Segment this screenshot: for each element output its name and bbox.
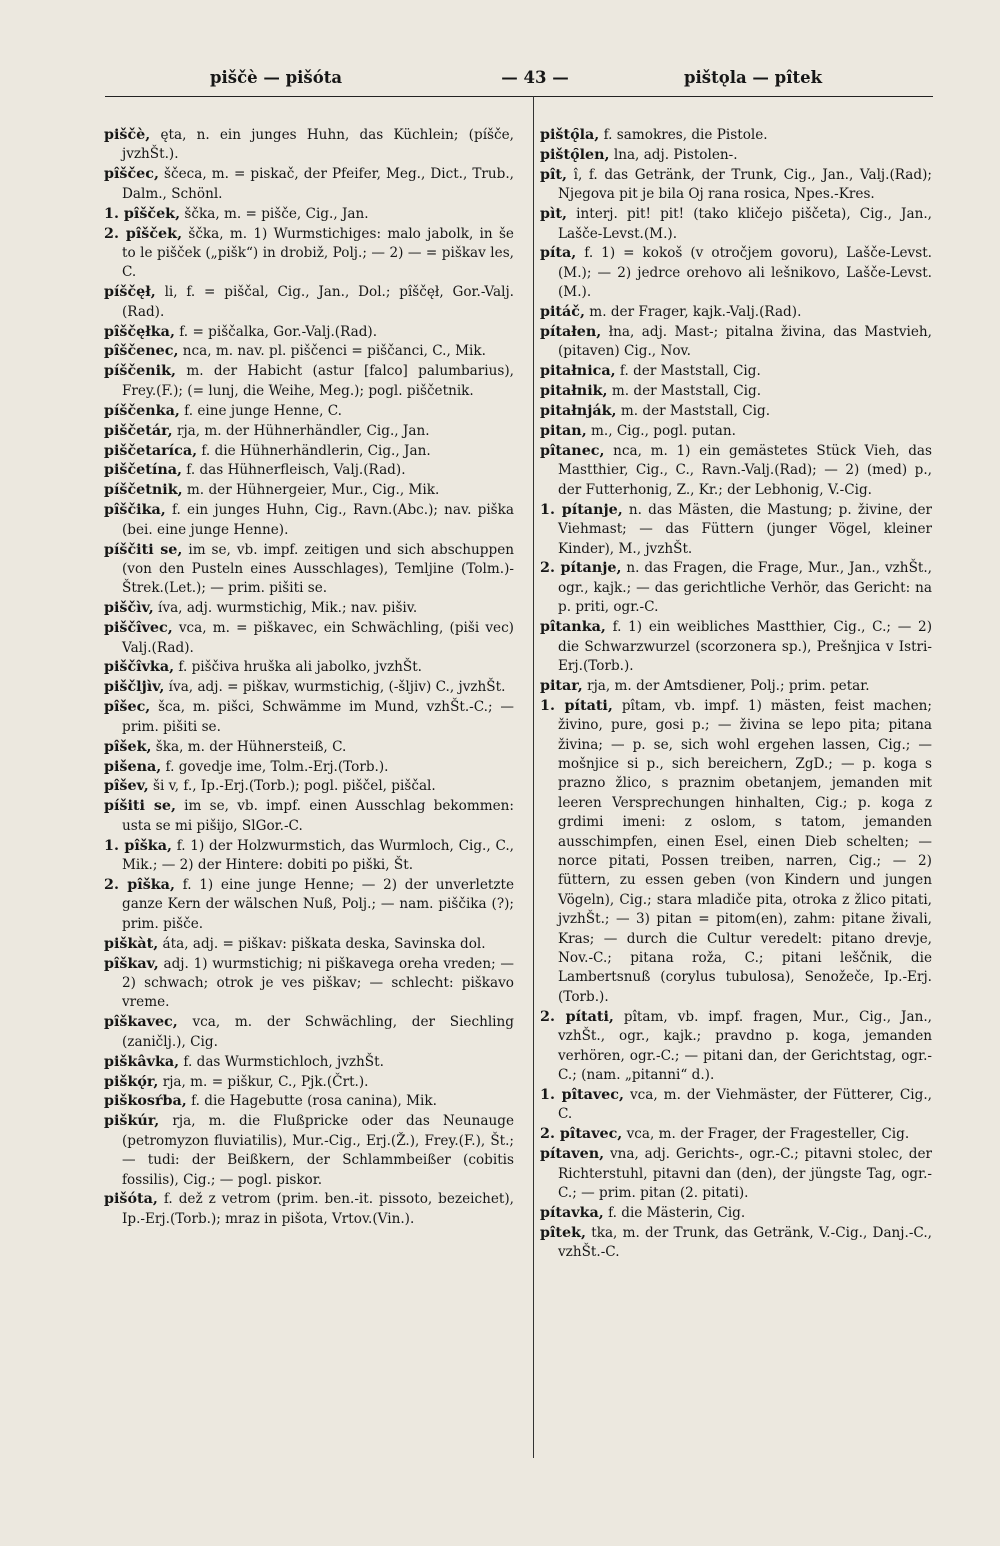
entry-definition: f. 1) eine junge Henne; — 2) der unverletzte ganze Kern der wälschen Nuß, Polj.; — nam. piščika (?); prim. pišče. bbox=[122, 876, 514, 932]
dictionary-entry bbox=[104, 935, 514, 954]
entry-headword: pítavka, bbox=[540, 1204, 604, 1221]
entry-headword: pîšev, bbox=[104, 778, 149, 795]
entry-headword: piškǫ́r, bbox=[104, 1073, 159, 1090]
entry-headword: pištǫ̑len, bbox=[540, 146, 610, 163]
dictionary-entry bbox=[540, 323, 932, 362]
entry-definition: nca, m. 1) ein gemästetes Stück Vieh, das Mastthier, Cig., C., Ravn.-Valj.(Rad); — 2) (med) p., der Futterhonig, Z., Kr.; der Lebhonig, V.-Cig. bbox=[558, 443, 932, 498]
dictionary-entry bbox=[104, 1112, 514, 1190]
dictionary-entry bbox=[540, 166, 932, 205]
dictionary-entry bbox=[104, 797, 514, 836]
entry-definition: ščka, m. = pišče, Cig., Jan. bbox=[180, 205, 369, 222]
header-left-guide-words: piščè — pišóta bbox=[210, 68, 343, 87]
dictionary-entry bbox=[540, 422, 932, 441]
entry-definition: rja, m. der Hühnerhändler, Cig., Jan. bbox=[172, 422, 430, 439]
entry-headword: pîščęłka, bbox=[104, 323, 175, 340]
entry-headword: pitałnica, bbox=[540, 363, 616, 380]
entry-definition: adj. 1) wurmstichig; ni piškavega oreha vreden; — 2) schwach; otrok je ves piškav; — schlecht: piškavo vreme. bbox=[122, 955, 514, 1011]
dictionary-entry bbox=[540, 697, 932, 1008]
entry-definition: f. das Wurmstichloch, jvzhŠt. bbox=[179, 1053, 384, 1070]
entry-definition: m., Cig., pogl. putan. bbox=[586, 423, 736, 440]
entry-headword: piščljìv, bbox=[104, 679, 165, 696]
entry-headword: pištǫ̑la, bbox=[540, 127, 600, 143]
entry-definition: f. 1) = kokoš (v otročjem govoru), Lašče-Levst.(M.); — 2) jedrce orehovo ali lešnikovo, Lašče-Levst.(M.). bbox=[558, 245, 932, 301]
entry-headword: pìt, bbox=[540, 206, 568, 223]
header-rule bbox=[105, 96, 933, 97]
entry-headword: píšiti se, bbox=[104, 798, 176, 815]
entry-definition: vca, m. = piškavec, ein Schwächling, (piši vec) Valj.(Rad). bbox=[122, 620, 514, 656]
entry-headword: pítałen, bbox=[540, 324, 602, 341]
entry-definition: n. das Fragen, die Frage, Mur., Jan., vzhŠt., ogr., kajk.; — das gerichtliche Verhör, das Gericht: na p. priti, ogr.-C. bbox=[558, 560, 932, 616]
page-number: — 43 — bbox=[501, 68, 569, 87]
dictionary-entry bbox=[540, 1086, 932, 1125]
entry-definition: m. der Maststall, Cig. bbox=[616, 403, 771, 420]
entry-headword: piščè, bbox=[104, 127, 151, 143]
entry-definition: ši v, f., Ip.-Erj.(Torb.); pogl. piščel, piščal. bbox=[148, 778, 436, 795]
entry-headword: 2. pítati, bbox=[540, 1008, 614, 1025]
entry-headword: pîškav, bbox=[104, 955, 159, 972]
entry-headword: 1. pîška, bbox=[104, 837, 172, 854]
entry-definition: rja, m. der Amtsdiener, Polj.; prim. petar. bbox=[582, 677, 870, 694]
dictionary-entry bbox=[540, 1204, 932, 1223]
dictionary-entry bbox=[540, 501, 932, 559]
dictionary-entry bbox=[540, 146, 932, 165]
entry-headword: piškúr, bbox=[104, 1113, 160, 1130]
entry-definition: lna, adj. Pistolen-. bbox=[609, 146, 738, 163]
entry-headword: pîščec, bbox=[104, 166, 159, 183]
entry-definition: áta, adj. = piškav: piškata deska, Savinska dol. bbox=[158, 935, 486, 952]
entry-headword: piščetína, bbox=[104, 462, 182, 479]
dictionary-entry bbox=[104, 1073, 514, 1092]
dictionary-entry bbox=[104, 362, 514, 401]
dictionary-entry bbox=[540, 382, 932, 401]
dictionary-entry bbox=[540, 205, 932, 244]
entry-headword: pitałnik, bbox=[540, 383, 608, 400]
entry-definition: ęta, n. ein junges Huhn, das Küchlein; (píšče, jvzhŠt.). bbox=[122, 127, 514, 163]
entry-headword: pîščenec, bbox=[104, 343, 179, 360]
entry-definition: f. = piščalka, Gor.-Valj.(Rad). bbox=[174, 323, 378, 340]
dictionary-entry bbox=[104, 955, 514, 1013]
dictionary-entry bbox=[104, 422, 514, 441]
dictionary-entry bbox=[104, 342, 514, 361]
dictionary-entry bbox=[540, 1145, 932, 1203]
entry-definition: f. der Maststall, Cig. bbox=[615, 363, 761, 380]
entry-headword: pîtanka, bbox=[540, 619, 606, 636]
entry-definition: tka, m. der Trunk, das Getränk, V.-Cig., Danj.-C., vzhŠt.-C. bbox=[558, 1224, 932, 1261]
entry-headword: 1. pîšček, bbox=[104, 205, 181, 222]
entry-definition: î, f. das Getränk, der Trunk, Cig., Jan., Valj.(Rad); Njegova pit je bila Oj rana rosica, Npes.-Kres. bbox=[558, 166, 932, 203]
entry-definition: f. die Hühnerhändlerin, Cig., Jan. bbox=[197, 442, 431, 459]
entry-definition: ščeca, m. = piskač, der Pfeifer, Meg., Dict., Trub., Dalm., Schönl. bbox=[122, 166, 514, 202]
dictionary-entry bbox=[104, 876, 514, 934]
entry-definition: f. samokres, die Pistole. bbox=[599, 127, 768, 143]
entry-headword: pítaven, bbox=[540, 1146, 605, 1163]
entry-headword: píščenka, bbox=[104, 402, 180, 419]
entry-definition: f. 1) der Holzwurmstich, das Wurmloch, Cig., C., Mik.; — 2) der Hintere: dobiti po piški, Št. bbox=[122, 837, 514, 874]
dictionary-entry bbox=[540, 402, 932, 421]
entry-headword: pîškavec, bbox=[104, 1014, 178, 1031]
entry-definition: im se, vb. impf. einen Ausschlag bekommen: usta se mi pišijo, SlGor.-C. bbox=[122, 798, 514, 834]
entry-definition: f. ein junges Huhn, Cig., Ravn.(Abc.); nav. piška (bei. eine junge Henne). bbox=[122, 502, 514, 538]
entry-headword: 1. pítati, bbox=[540, 697, 613, 714]
entry-headword: piščîvec, bbox=[104, 620, 173, 637]
dictionary-entry bbox=[104, 777, 514, 796]
entry-headword: píta, bbox=[540, 245, 577, 262]
entry-definition: f. piščiva hruška ali jabolko, jvzhŠt. bbox=[174, 659, 422, 676]
dictionary-entry bbox=[540, 559, 932, 617]
entry-definition: interj. pit! pit! (tako kličejo piščeta), Cig., Jan., Lašče-Levst.(M.). bbox=[558, 206, 932, 242]
dictionary-entry bbox=[104, 837, 514, 876]
column-divider bbox=[533, 96, 534, 1458]
entry-definition: f. eine junge Henne, C. bbox=[179, 402, 342, 419]
entry-definition: n. das Mästen, die Mastung; p. živine, der Viehmast; — das Füttern (junger Vögel, kleiner Kinder), M., jvzhŠt. bbox=[558, 501, 932, 557]
header-right-guide-words: pištǫla — pîtek bbox=[684, 68, 823, 87]
dictionary-entry bbox=[104, 738, 514, 757]
entry-headword: 2. pîšček, bbox=[104, 225, 183, 242]
dictionary-entry bbox=[104, 1092, 514, 1111]
entry-definition: vna, adj. Gerichts-, ogr.-C.; pitavni stolec, der Richterstuhl, pitavni dan (den), der jüngste Tag, ogr.-C.; — prim. pitan (2. pitati). bbox=[558, 1146, 932, 1201]
entry-headword: pitar, bbox=[540, 677, 583, 694]
dictionary-entry bbox=[104, 442, 514, 461]
entry-definition: rja, m. = piškur, C., Pjk.(Črt.). bbox=[158, 1073, 369, 1090]
entry-headword: piščetaríca, bbox=[104, 442, 198, 459]
entry-headword: piškàt, bbox=[104, 935, 159, 952]
entry-definition: f. dež z vetrom (prim. ben.-it. pissoto, bezeichet), Ip.-Erj.(Torb.); mraz in pišota, Vrtov.(Vin.). bbox=[122, 1191, 514, 1227]
dictionary-entry bbox=[104, 461, 514, 480]
entry-definition: f. die Mästerin, Cig. bbox=[603, 1204, 746, 1221]
entry-headword: 2. pîtavec, bbox=[540, 1126, 623, 1143]
entry-headword: 1. pîtavec, bbox=[540, 1086, 624, 1103]
entry-headword: pîšek, bbox=[104, 738, 152, 755]
entry-definition: f. 1) ein weibliches Mastthier, Cig., C.; — 2) die Schwarzwurzel (scorzonera sp.), Prešnjica v Istri-Erj.(Torb.). bbox=[558, 619, 932, 674]
entry-definition: vca, m. der Viehmäster, der Fütterer, Cig., C. bbox=[558, 1086, 932, 1123]
dictionary-entry bbox=[104, 1013, 514, 1052]
entry-definition: pîtam, vb. impf. fragen, Mur., Cig., Jan., vzhŠt., ogr., kajk.; pravdno p. koga, jemanden verhören, ogr.-C.; — pitani dan, der Gerichtstag, ogr.-C.; (nam. „pitanni“ d.). bbox=[558, 1008, 932, 1083]
entry-headword: píščetnik, bbox=[104, 482, 183, 499]
dictionary-entry bbox=[540, 677, 932, 696]
dictionary-entry bbox=[104, 658, 514, 677]
entry-definition: łna, adj. Mast-; pitalna živina, das Mastvieh, (pitaven) Cig., Nov. bbox=[558, 324, 932, 360]
dictionary-entry bbox=[104, 1053, 514, 1072]
entry-definition: f. das Hühnerfleisch, Valj.(Rad). bbox=[181, 462, 406, 479]
entry-headword: pitáč, bbox=[540, 304, 585, 321]
dictionary-entry bbox=[104, 678, 514, 697]
entry-headword: pîšec, bbox=[104, 699, 151, 716]
dictionary-entry bbox=[540, 244, 932, 302]
entry-headword: piščìv, bbox=[104, 600, 154, 617]
entry-definition: nca, m. nav. pl. piščenci = piščanci, C., Mik. bbox=[178, 343, 486, 360]
entry-headword: pišena, bbox=[104, 758, 162, 775]
entry-headword: píščęł, bbox=[104, 284, 156, 301]
right-column bbox=[540, 126, 932, 1263]
entry-headword: pîtek, bbox=[540, 1224, 587, 1241]
entry-definition: pîtam, vb. impf. 1) mästen, feist machen; živino, pure, gosi p.; — živina se lepo pita; pitana živina; — p. se, sich wohl ergehen lassen, Cig.; — mošnjice si p., sich bereichern, ZgD.; — p. koga s prazno žlico, s praznim obetanjem, jemanden mit leeren Versprechungen hinhalten, Cig.; p. koga z grdimi imeni: z oslom, s tatom, jemanden ausschimpfen, einen Esel, einen Dieb schelten; — norce pitati, Possen treiben, narren, Cig.; — 2) füttern, zu essen geben (von Kindern und jungen Vögeln), Cig.; stara mladiče pita, otroka z žlico pitati, jvzhŠt.; — 3) pitan = pitom(en), zahm: pitane živali, Kras; — durch die Cultur veredelt: pitano drevje, Nov.-C.; pitana roža, C.; pitani leščnik, die Lambertsnuß (corylus tubulosa), Senožeče, Ip.-Erj.(Torb.). bbox=[558, 697, 932, 1005]
entry-headword: píščenik, bbox=[104, 363, 176, 380]
entry-definition: íva, adj. = piškav, wurmstichig, (-šljiv) C., jvzhŠt. bbox=[164, 679, 506, 696]
entry-headword: pišóta, bbox=[104, 1191, 158, 1208]
dictionary-entry bbox=[104, 698, 514, 737]
entry-headword: piškosŕba, bbox=[104, 1093, 187, 1110]
dictionary-entry bbox=[540, 1008, 932, 1086]
entry-definition: ška, m. der Hühnersteiß, C. bbox=[151, 738, 347, 755]
dictionary-entry bbox=[104, 541, 514, 599]
entry-definition: íva, adj. wurmstichig, Mik.; nav. pišiv. bbox=[153, 600, 418, 617]
entry-definition: ščka, m. 1) Wurmstichiges: malo jabolk, in še to le pišček („pišk“) in drobiž, Polj.; — 2) — = piškav les, C. bbox=[122, 225, 514, 281]
entry-headword: pît, bbox=[540, 166, 568, 183]
dictionary-entry bbox=[104, 205, 514, 224]
entry-headword: piščetár, bbox=[104, 422, 173, 439]
dictionary-entry bbox=[104, 402, 514, 421]
dictionary-entry bbox=[540, 618, 932, 676]
entry-definition: im se, vb. impf. zeitigen und sich abschuppen (von den Pusteln eines Ausschlages), Temljine (Tolm.)-Štrek.(Let.); — prim. pišiti se. bbox=[122, 541, 514, 597]
entry-headword: piškâvka, bbox=[104, 1053, 180, 1070]
dictionary-entry bbox=[104, 501, 514, 540]
entry-definition: m. der Hühnergeier, Mur., Cig., Mik. bbox=[182, 482, 440, 499]
entry-headword: piščîvka, bbox=[104, 659, 175, 676]
dictionary-entry bbox=[540, 303, 932, 322]
dictionary-entry bbox=[104, 225, 514, 283]
dictionary-entry bbox=[104, 619, 514, 658]
dictionary-entry bbox=[104, 599, 514, 618]
dictionary-entry bbox=[540, 1224, 932, 1263]
entry-definition: rja, m. die Flußpricke oder das Neunauge (petromyzon fluviatilis), Mur.-Cig., Erj.(Ž.), Frey.(F.), Št.; — tudi: der Beißkern, der Schlammbeißer (cobitis fossilis), Cig.; — pogl. piskor. bbox=[122, 1113, 514, 1188]
dictionary-entry bbox=[540, 1125, 932, 1144]
entry-headword: 2. pîška, bbox=[104, 876, 175, 893]
entry-headword: pitałnják, bbox=[540, 403, 617, 420]
entry-definition: f. die Hagebutte (rosa canina), Mik. bbox=[186, 1093, 437, 1110]
left-column bbox=[104, 126, 514, 1230]
dictionary-entry bbox=[104, 283, 514, 322]
entry-headword: pitan, bbox=[540, 423, 587, 440]
entry-definition: vca, m. der Schwächling, der Siechling (zaničlj.), Cig. bbox=[122, 1014, 514, 1050]
entry-definition: li, f. = piščal, Cig., Jan., Dol.; pîščęł, Gor.-Valj.(Rad). bbox=[122, 284, 514, 320]
dictionary-entry bbox=[540, 442, 932, 500]
entry-headword: píščiti se, bbox=[104, 541, 183, 558]
dictionary-entry bbox=[104, 323, 514, 342]
dictionary-entry bbox=[104, 1190, 514, 1229]
entry-definition: m. der Maststall, Cig. bbox=[607, 383, 762, 400]
entry-headword: 2. pítanje, bbox=[540, 560, 622, 577]
entry-definition: m. der Frager, kajk.-Valj.(Rad). bbox=[584, 304, 802, 321]
entry-definition: šca, m. pišci, Schwämme im Mund, vzhŠt.-C.; — prim. pišiti se. bbox=[122, 699, 514, 735]
entry-definition: f. govedje ime, Tolm.-Erj.(Torb.). bbox=[161, 758, 389, 775]
dictionary-entry bbox=[540, 362, 932, 381]
entry-definition: vca, m. der Frager, der Fragesteller, Cig. bbox=[622, 1126, 910, 1143]
entry-headword: 1. pítanje, bbox=[540, 501, 623, 518]
dictionary-entry bbox=[104, 481, 514, 500]
dictionary-entry bbox=[540, 126, 932, 145]
dictionary-entry bbox=[104, 758, 514, 777]
entry-headword: pîtanec, bbox=[540, 443, 605, 459]
entry-headword: pîščika, bbox=[104, 502, 166, 519]
dictionary-entry bbox=[104, 126, 514, 165]
dictionary-entry bbox=[104, 165, 514, 204]
entry-definition: m. der Habicht (astur [falco] palumbarius), Frey.(F.); (= lunj, die Weihe, Meg.); pogl. piščetnik. bbox=[122, 363, 514, 399]
